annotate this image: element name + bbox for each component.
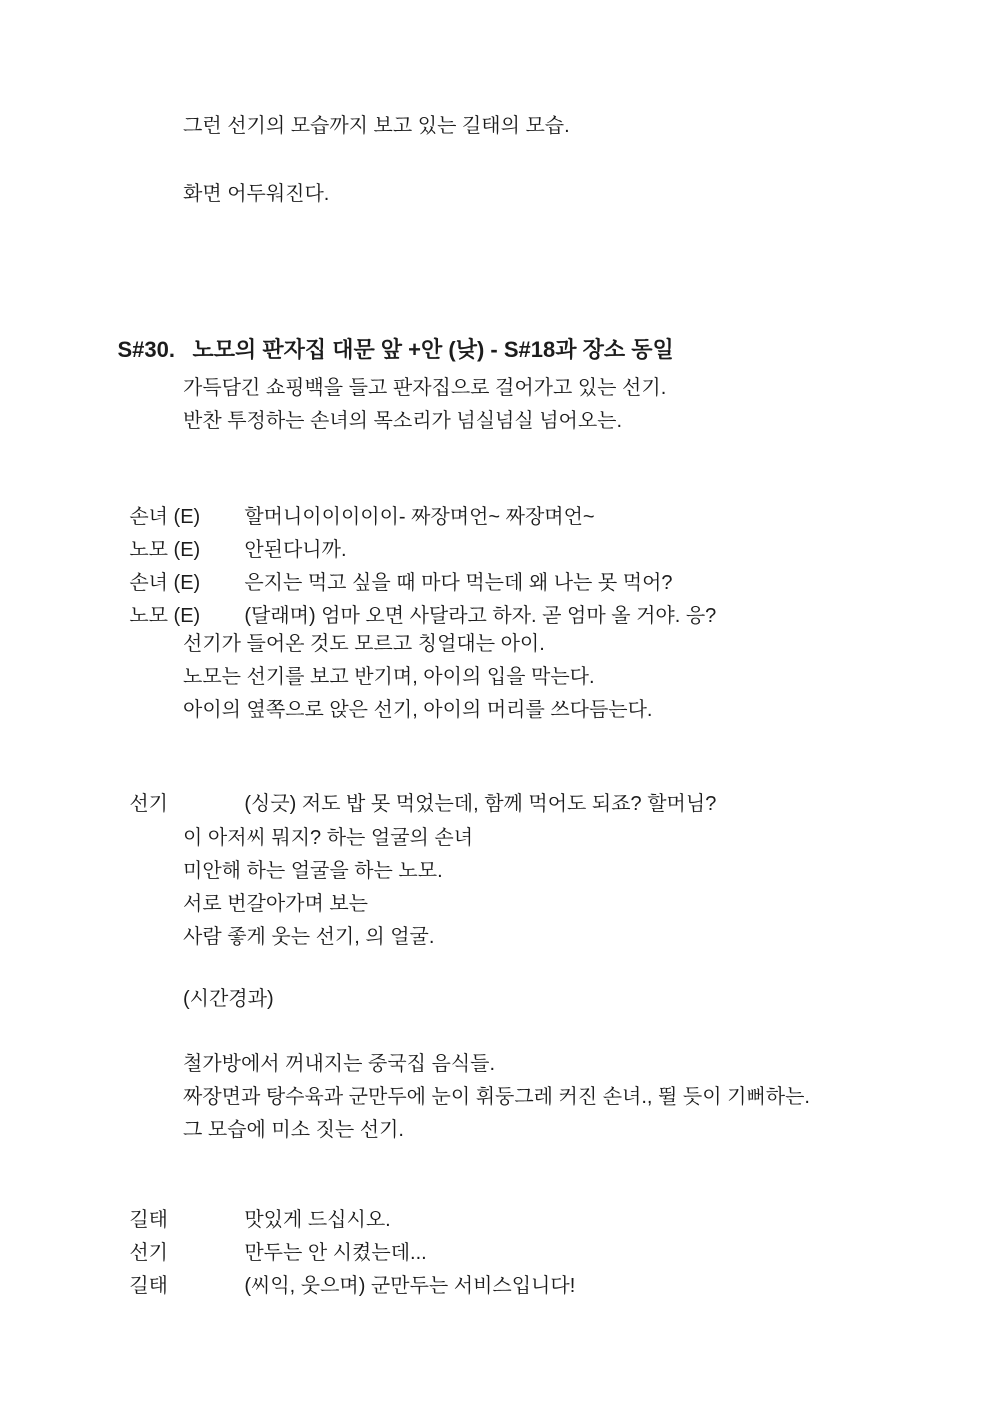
dialogue-text: (싱긋) 저도 밥 못 먹었는데, 함께 먹어도 되죠? 할머님?	[244, 793, 717, 815]
speaker-name: 손녀 (E)	[129, 572, 201, 594]
dialogue-text: 만두는 안 시켰는데...	[244, 1242, 427, 1264]
action-line: 그런 선기의 모습까지 보고 있는 길태의 모습.	[183, 115, 570, 137]
speaker-name: 길태	[129, 1209, 168, 1231]
scene-title: 노모의 판자집 대문 앞 +안 (낮) - S#18과 장소 동일	[192, 337, 674, 362]
scene-number: S#30.	[117, 337, 175, 362]
dialogue-block-1	[0, 468, 992, 627]
action-line: 이 아저씨 뭐지? 하는 얼굴의 손녀	[183, 827, 474, 849]
action-block-2	[0, 628, 992, 727]
dialogue-row	[0, 1171, 992, 1231]
action-line: 반찬 투정하는 손녀의 목소리가 넘실넘실 넘어오는.	[183, 410, 623, 432]
action-line: 사람 좋게 웃는 선기, 의 얼굴.	[183, 926, 435, 948]
action-line: 서로 번갈아가며 보는	[183, 893, 368, 915]
dialogue-row	[0, 468, 992, 528]
action-line: 아이의 옆쪽으로 앉은 선기, 아이의 머리를 쓰다듬는다.	[183, 699, 653, 721]
dialogue-block-2	[0, 755, 992, 815]
speaker-name: 손녀 (E)	[129, 506, 201, 528]
speaker-name: 선기	[129, 793, 168, 815]
dialogue-text: 맛있게 드십시오.	[244, 1209, 391, 1231]
action-line: 선기가 들어온 것도 모르고 칭얼대는 아이.	[183, 633, 545, 655]
speaker-name: 길태	[129, 1275, 168, 1297]
speaker-name: 노모 (E)	[129, 539, 201, 561]
action-line: 미안해 하는 얼굴을 하는 노모.	[183, 860, 443, 882]
action-line: 철가방에서 꺼내지는 중국집 음식들.	[183, 1053, 496, 1075]
dialogue-row	[0, 755, 992, 815]
action-line: 화면 어두워진다.	[183, 183, 330, 205]
pre-scene-action-1	[0, 110, 992, 143]
transition-text: (시간경과)	[183, 988, 274, 1010]
action-line: 가득담긴 쇼핑백을 들고 판자집으로 걸어가고 있는 선기.	[183, 377, 667, 399]
dialogue-text: 은지는 먹고 싶을 때 마다 먹는데 왜 나는 못 먹어?	[244, 572, 673, 594]
speaker-name: 노모 (E)	[129, 605, 201, 627]
dialogue-text: (씨익, 웃으며) 군만두는 서비스입니다!	[244, 1275, 576, 1297]
dialogue-block-3	[0, 1171, 992, 1297]
action-line: 노모는 선기를 보고 반기며, 아이의 입을 막는다.	[183, 666, 595, 688]
action-block-1	[0, 372, 992, 438]
dialogue-text: (달래며) 엄마 오면 사달라고 하자. 곧 엄마 올 거야. 응?	[244, 605, 717, 627]
action-line: 그 모습에 미소 짓는 선기.	[183, 1119, 404, 1141]
dialogue-text: 할머니이이이이이- 짜장며언~ 짜장며언~	[244, 506, 595, 528]
action-block-4	[0, 1048, 992, 1147]
pre-scene-action-2	[0, 178, 992, 211]
action-line: 짜장면과 탕수육과 군만두에 눈이 휘둥그레 커진 손녀., 뛸 듯이 기뻐하는.	[183, 1086, 810, 1108]
speaker-name: 선기	[129, 1242, 168, 1264]
action-block-3	[0, 822, 992, 954]
transition-note	[0, 983, 992, 1016]
dialogue-text: 안된다니까.	[244, 539, 347, 561]
